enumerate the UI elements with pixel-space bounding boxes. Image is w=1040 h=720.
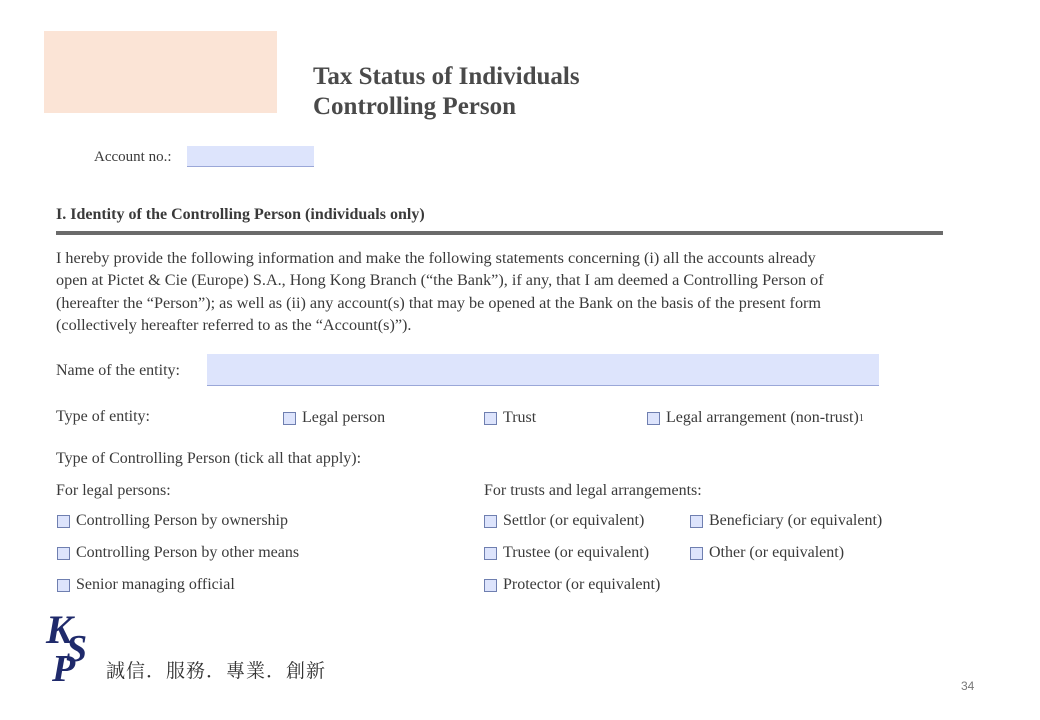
checkbox[interactable] [484,547,497,560]
checkbox[interactable] [57,579,70,592]
option-protector[interactable] [484,576,660,594]
checkbox[interactable] [647,412,660,425]
trusts-heading: For trusts and legal arrangements: [484,482,702,499]
option-other-means[interactable] [57,544,299,562]
entity-name-field[interactable] [207,354,879,386]
checkbox[interactable] [690,515,703,528]
title-line-2: Controlling Person [313,93,517,120]
svg-text:S: S [66,628,88,670]
checkbox[interactable] [484,579,497,592]
option-settlor[interactable] [484,512,644,530]
svg-text:K: K [46,607,73,652]
title-line-1: Tax Status of Individuals [313,63,580,90]
checkbox-label: Controlling Person by other means [76,544,300,561]
checkbox-label: Controlling Person by ownership [76,512,288,529]
option-ownership[interactable] [57,512,288,530]
svg-text:P: P [52,648,76,685]
checkbox-label: Legal person [302,409,386,426]
entity-type-trust[interactable] [484,409,536,427]
account-number-field[interactable] [187,146,314,167]
section-heading: I. Identity of the Controlling Person (individuals only) [56,206,425,223]
account-label: Account no.: [94,149,172,165]
checkbox-label: Settlor (or equivalent) [503,512,645,529]
footnote-marker: 1 [858,412,864,424]
checkbox-label: Trustee (or equivalent) [503,544,650,561]
checkbox[interactable] [57,515,70,528]
legal-persons-heading: For legal persons: [56,482,171,499]
checkbox[interactable] [484,412,497,425]
entity-type-legal-arrangement[interactable] [647,409,864,427]
checkbox-label: Protector (or equivalent) [503,576,661,593]
option-trustee[interactable] [484,544,649,562]
option-other[interactable] [690,544,844,562]
checkbox[interactable] [283,412,296,425]
paragraph-line: open at Pictet & Cie (Europe) S.A., Hong Kong Branch (“the Bank”), if any, that I am deemed a Controlling Person of [56,271,824,290]
page-number: 34 [961,679,975,693]
entity-type-legal-person[interactable] [283,409,385,427]
checkbox-label: Trust [503,409,537,426]
option-beneficiary[interactable] [690,512,882,530]
paragraph-line: (collectively hereafter referred to as the “Account(s)”). [56,315,412,334]
declaration-paragraph [56,247,936,336]
entity-type-label: Type of entity: [56,408,150,425]
option-senior-official[interactable] [57,576,235,594]
section-divider [56,231,943,235]
checkbox-label: Beneficiary (or equivalent) [709,512,883,529]
controlling-type-label: Type of Controlling Person (tick all that apply): [56,450,362,467]
company-slogan: 誠信．服務．專業．創新 [106,660,327,682]
ksp-logo [44,605,104,685]
checkbox-label: Legal arrangement (non-trust) [666,409,859,426]
paragraph-line: (hereafter the “Person”); as well as (ii) any account(s) that may be opened at the Bank on the basis of the present form [56,293,822,312]
logo-placeholder [44,31,277,113]
entity-name-label: Name of the entity: [56,362,180,379]
checkbox-label: Senior managing official [76,576,235,593]
document-title [313,62,580,122]
checkbox[interactable] [57,547,70,560]
paragraph-line: I hereby provide the following information and make the following statements concerning (i) all the accounts already [56,249,816,267]
checkbox[interactable] [484,515,497,528]
checkbox[interactable] [690,547,703,560]
checkbox-label: Other (or equivalent) [709,544,845,561]
